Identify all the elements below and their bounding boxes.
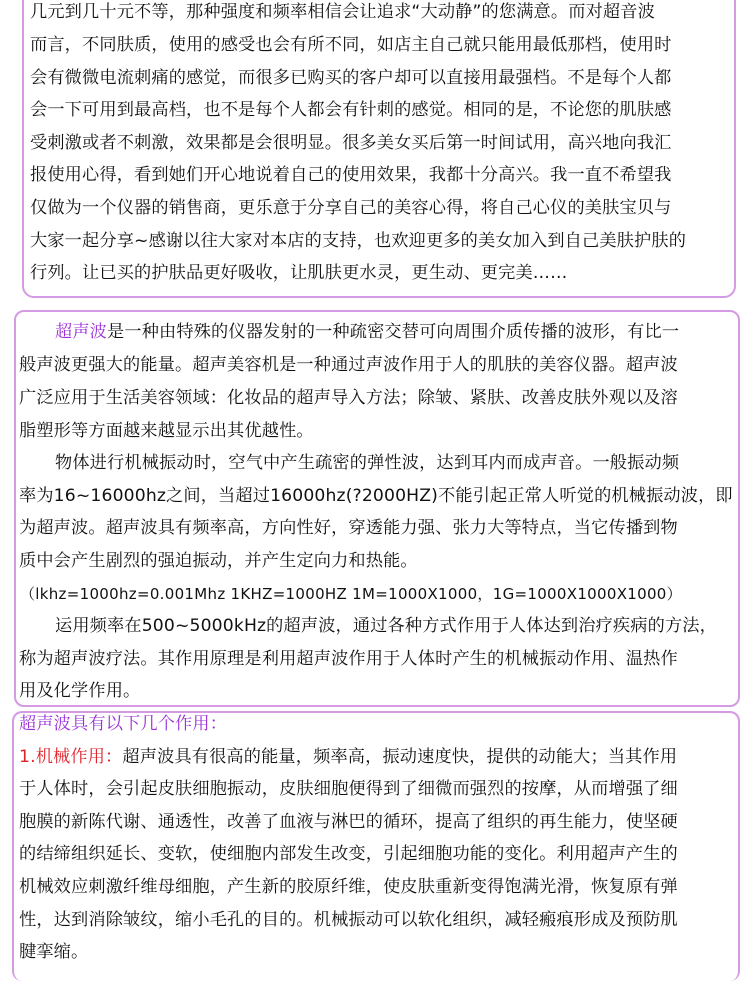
effects-line: 性，达到消除皱纹，缩小毛孔的目的。机械振动可以软化组织，减轻瘢痕形成及预防肌	[19, 910, 678, 930]
ultrasound-line: 脂塑形等方面越来越显示出其优越性。	[19, 421, 314, 441]
effects-item-first-line	[19, 746, 677, 768]
ultrasound-line: 般声波更强大的能量。超声美容机是一种通过声波作用于人的肌肤的美容仪器。超声波	[19, 355, 678, 375]
ultrasound-line: 质中会产生剧烈的强迫振动，并产生定向力和热能。	[19, 551, 418, 571]
intro-line: 仅做为一个仪器的销售商，更乐意于分享自己的美容心得，将自己心仪的美肤宝贝与	[30, 198, 672, 218]
intro-line: 受刺激或者不刺激，效果都是会很明显。很多美女买后第一时间试用，高兴地向我汇	[30, 133, 672, 153]
intro-line: 行列。让已买的护肤品更好吸收，让肌肤更水灵，更生动、更完美……	[30, 263, 568, 283]
intro-line: 会有微微电流刺痛的感觉，而很多已购买的客户却可以直接用最强档。不是每个人都	[30, 68, 672, 88]
intro-line: 而言，不同肤质，使用的感受也会有所不同，如店主自己就只能用最低那档，使用时	[30, 35, 672, 55]
ultrasound-line: 广泛应用于生活美容领域：化妆品的超声导入方法；除皱、紧肤、改善皮肤外观以及溶	[19, 388, 678, 408]
ultrasound-definition: 是一种由特殊的仪器发射的一种疏密交替可向周围介质传播的波形，有比一	[107, 322, 680, 342]
ultrasound-line: 率为16~16000hz之间，当超过16000hz(?2000HZ)不能引起正常人听觉的机械振动波，即	[19, 486, 733, 506]
ultrasound-line: 物体进行机械振动时，空气中产生疏密的弹性波，达到耳内而成声音。一般振动频	[55, 453, 680, 473]
intro-line: 大家一起分享~感谢以往大家对本店的支持，也欢迎更多的美女加入到自己美肤护肤的	[30, 231, 687, 251]
ultrasound-line: 称为超声波疗法。其作用原理是利用超声波作用于人体时产生的机械振动作用、温热作	[19, 649, 678, 669]
ultrasound-line: 用及化学作用。	[19, 681, 141, 701]
ultrasound-line: 为超声波。超声波具有频率高，方向性好，穿透能力强、张力大等特点，当它传播到物	[19, 518, 678, 538]
effects-line: 机械效应刺激纤维母细胞，产生新的胶原纤维，使皮肤重新变得饱满光滑，恢复原有弹	[19, 877, 678, 897]
unit-conversion-line: （lkhz=1000hz=0.001Mhz 1KHZ=1000HZ 1M=1000X1000，1G=1000X1000X1000）	[20, 585, 682, 603]
ultrasound-term: 超声波	[55, 322, 108, 342]
effects-heading: 超声波具有以下几个作用：	[19, 714, 228, 734]
mechanical-effect-text: 超声波具有很高的能量，频率高，振动速度快，提供的动能大；当其作用	[122, 747, 678, 767]
effects-line: 胞膜的新陈代谢、通透性，改善了血液与淋巴的循环，提高了组织的再生能力，使坚硬	[19, 812, 678, 832]
ultrasound-first-line	[55, 321, 679, 343]
effects-line: 于人体时，会引起皮肤细胞振动，皮肤细胞便得到了细微而强烈的按摩，从而增强了细	[19, 779, 678, 799]
intro-line: 会一下可用到最高档，也不是每个人都会有针刺的感觉。相同的是，不论您的肌肤感	[30, 100, 672, 120]
intro-line: 几元到几十元不等，那种强度和频率相信会让追求“大动静”的您满意。而对超音波	[30, 2, 655, 22]
intro-line: 报使用心得，看到她们开心地说着自己的使用效果，我都十分高兴。我一直不希望我	[30, 165, 672, 185]
mechanical-effect-title: 1.机械作用：	[19, 747, 123, 767]
ultrasound-line: 运用频率在500~5000kHz的超声波，通过各种方式作用于人体达到治疗疾病的方法，	[55, 616, 717, 636]
effects-line: 的结缔组织延长、变软，使细胞内部发生改变，引起细胞功能的变化。利用超声产生的	[19, 844, 678, 864]
effects-line: 腱挛缩。	[19, 942, 89, 962]
